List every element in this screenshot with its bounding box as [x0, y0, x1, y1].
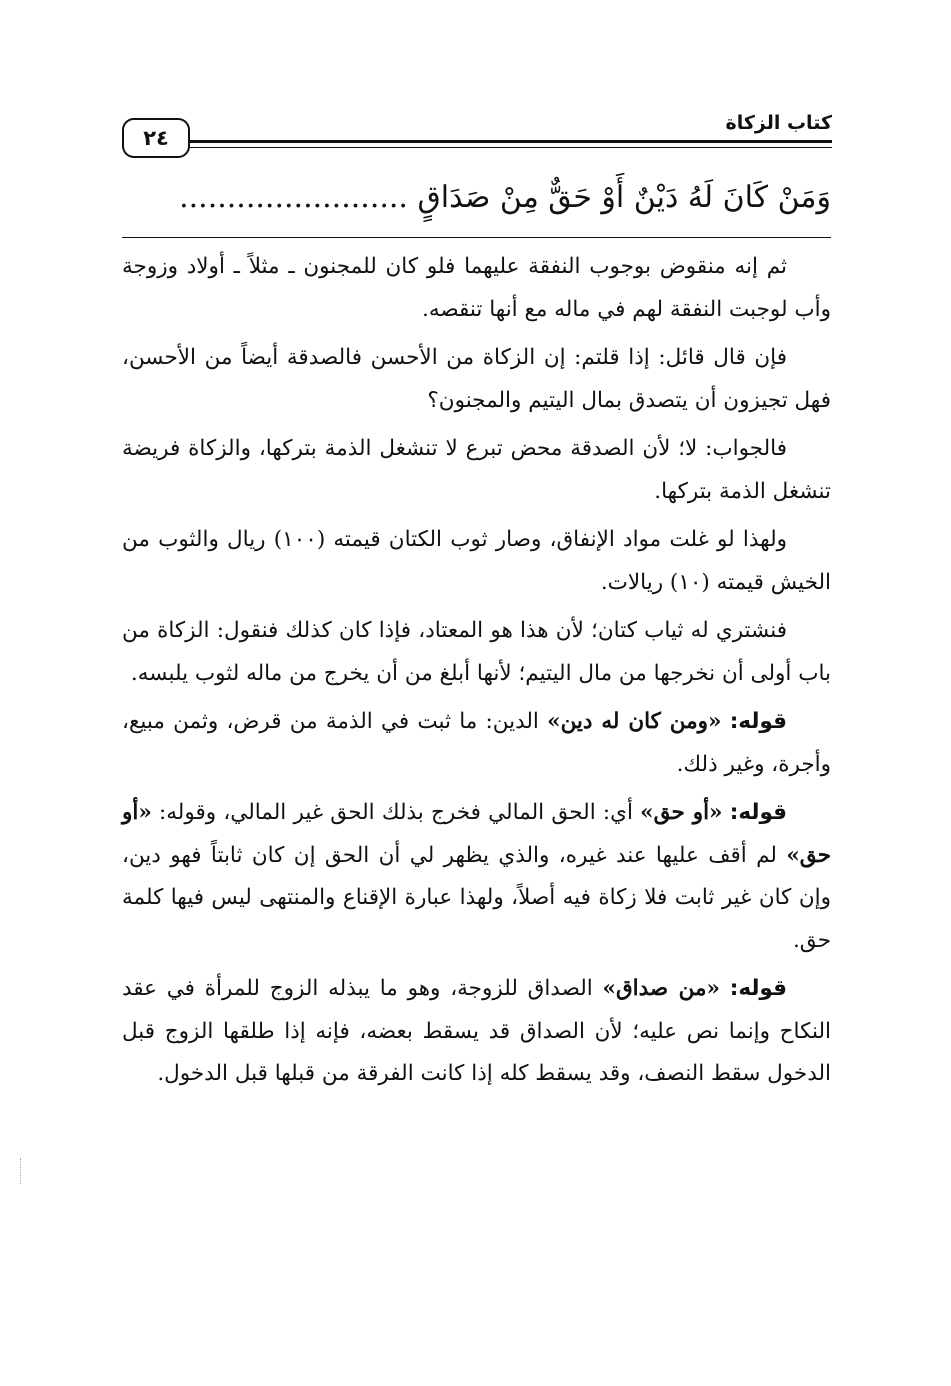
paragraph-text: الصداق للزوجة، وهو ما يبذله الزوج للمرأة في عقد النكاح وإنما نص عليه؛ لأن الصداق قد يسقط بعضه، فإنه إذا طلقها الزوج قبل الدخول سقط النصف، وقد يسقط كله إذا كانت الفرقة من قبلها قبل الدخول.: [122, 976, 831, 1086]
commentary-body: [122, 246, 831, 1102]
lead-word: قوله:: [729, 709, 787, 734]
paragraph-4: ولهذا لو غلت مواد الإنفاق، وصار ثوب الكتان قيمته (١٠٠) ريال والثوب من الخيش قيمته (١٠) ريالات.: [122, 527, 831, 595]
paragraph-1: ثم إنه منقوض بوجوب النفقة عليهما فلو كان للمجنون ـ مثلاً ـ أولاد وزوجة وأب لوجبت النفقة لهم في ماله مع أنها تنقصه.: [122, 254, 831, 322]
header-rule-thick: [122, 140, 832, 143]
quoted-matn: «من صداق»: [602, 976, 720, 1001]
page-header: [122, 108, 832, 156]
paragraph-6: [122, 701, 831, 786]
matn-line: وَمَنْ كَانَ لَهُ دَيْنٌ أَوْ حَقٌّ مِنْ صَدَاقٍ ........................: [179, 180, 831, 215]
lead-word: قوله:: [729, 800, 788, 825]
page-number: ٢٤: [122, 118, 190, 158]
running-title: كتاب الزكاة: [725, 112, 832, 134]
paragraph-text: الدين: ما ثبت في الذمة من قرض، وثمن مبيع، وأجرة، وغير ذلك.: [122, 709, 831, 777]
quoted-matn: «ومن كان له دين»: [547, 709, 722, 734]
paragraph-2: فإن قال قائل: إذا قلتم: إن الزكاة من الأحسن فالصدقة أيضاً من الأحسن، فهل تجيزون أن يتصدق بمال اليتيم والمجنون؟: [122, 345, 831, 413]
quoted-matn: «أو حق»: [640, 800, 723, 825]
paragraph-5: فنشتري له ثياب كتان؛ لأن هذا هو المعتاد، فإذا كان كذلك فنقول: الزكاة من باب أولى أن نخرجها من مال اليتيم؛ لأنها أبلغ من أن يخرج من ماله لثوب يلبسه.: [122, 618, 831, 686]
margin-scan-mark: [20, 1158, 22, 1184]
paragraph-text: أي: الحق المالي فخرج بذلك الحق غير المالي، وقوله:: [159, 800, 633, 825]
paragraph-8: [122, 968, 831, 1096]
quoted-matn: «أو حق»: [122, 800, 831, 868]
lead-word: قوله:: [729, 976, 787, 1001]
matn-divider: [122, 237, 831, 238]
header-rule-thin: [122, 147, 832, 148]
paragraph-3: فالجواب: لا؛ لأن الصدقة محض تبرع لا تنشغل الذمة بتركها، والزكاة فريضة تنشغل الذمة بتركها.: [122, 436, 831, 504]
paragraph-text: لم أقف عليها عند غيره، والذي يظهر لي أن الحق إن كان ثابتاً فهو دين، وإن كان غير ثابت فلا زكاة فيه أصلاً، ولهذا عبارة الإقناع والمنتهى ليس فيها كلمة حق.: [122, 842, 831, 953]
paragraph-7: [122, 792, 831, 962]
